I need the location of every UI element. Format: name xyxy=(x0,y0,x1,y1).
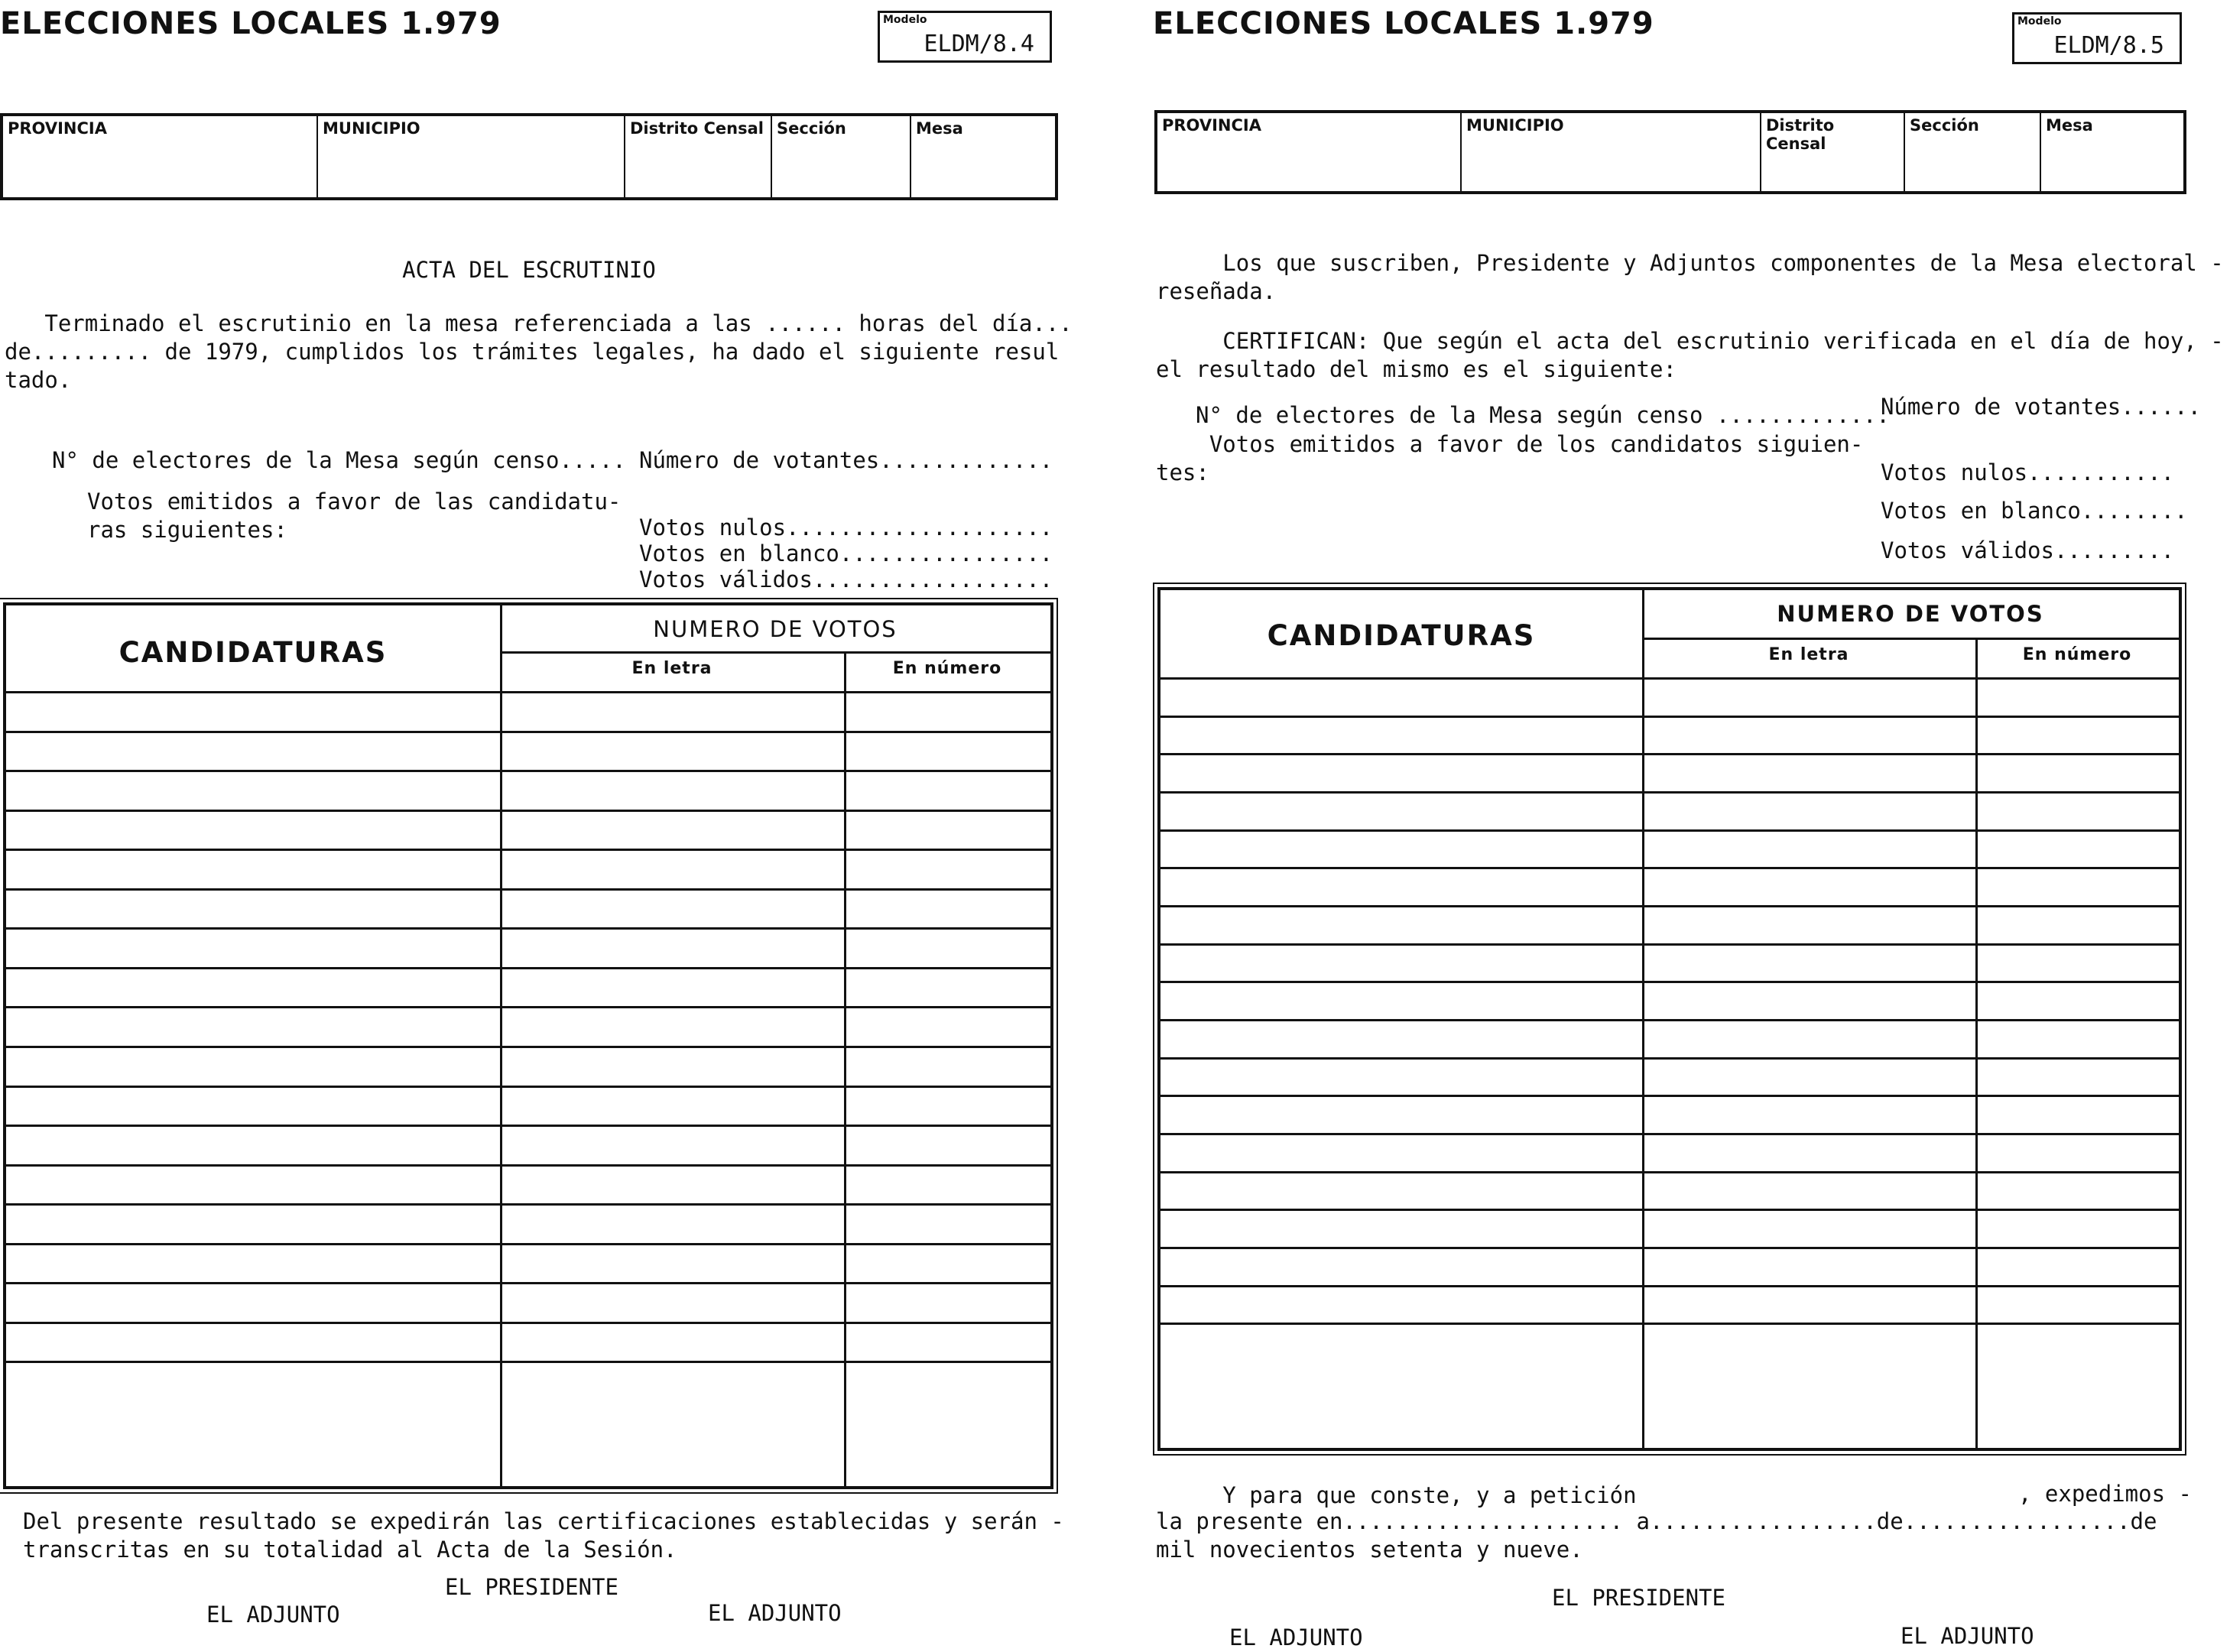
modelo-code: ELDM/8.5 xyxy=(2053,32,2164,59)
seccion-field[interactable] xyxy=(1905,113,2041,191)
modelo-box xyxy=(878,11,1052,63)
blanco-line: Votos en blanco................ xyxy=(639,540,1053,566)
mesa-label: Mesa xyxy=(916,119,963,138)
votantes-line: Número de votantes............. xyxy=(639,447,1053,473)
certifican-paragraph: CERTIFICAN: Que según el acta del escrutinio verificada en el día de hoy, - el resultado del mismo es el siguiente: xyxy=(1156,328,2224,382)
provincia-label: PROVINCIA xyxy=(1162,116,1261,135)
numero-votos-header: NUMERO DE VOTOS xyxy=(653,616,898,642)
blanco-line: Votos en blanco........ xyxy=(1881,498,2188,524)
presidente-signature: EL PRESIDENTE xyxy=(1552,1585,1725,1611)
intro-paragraph: Terminado el escrutinio en la mesa referenciada a las ...... horas del día... de......... de 1979, cumplidos los trámites legales, ha dado el siguiente resul tado. xyxy=(5,310,1073,393)
municipio-field[interactable] xyxy=(1462,113,1761,191)
validos-line: Votos válidos.................. xyxy=(639,566,1053,592)
table-row[interactable] xyxy=(1160,1285,2179,1326)
intro-paragraph: Los que suscriben, Presidente y Adjuntos componentes de la Mesa electoral - reseñada. xyxy=(1156,250,2224,304)
distrito-censal-field[interactable] xyxy=(1761,113,1905,191)
electores-line: N° de electores de la Mesa según censo..... xyxy=(52,447,626,473)
en-letra-header: En letra xyxy=(1768,645,1849,664)
table-row[interactable] xyxy=(6,1086,1050,1128)
form-title: ELECCIONES LOCALES 1.979 xyxy=(1153,6,1654,41)
table-row[interactable] xyxy=(6,1243,1050,1285)
table-row[interactable] xyxy=(1160,981,2179,1021)
mesa-field[interactable] xyxy=(2041,113,2183,191)
acta-title: ACTA DEL ESCRUTINIO xyxy=(402,257,656,283)
table-row[interactable] xyxy=(1160,1171,2179,1212)
table-row[interactable] xyxy=(6,1164,1050,1206)
modelo-label: Modelo xyxy=(883,14,927,26)
en-numero-header: En número xyxy=(2022,645,2132,664)
table-row[interactable] xyxy=(1160,1019,2179,1060)
municipio-label: MUNICIPIO xyxy=(323,119,420,138)
en-numero-header: En número xyxy=(892,659,1002,678)
seccion-label: Sección xyxy=(777,119,846,138)
table-row[interactable] xyxy=(1160,1095,2179,1135)
seccion-label: Sección xyxy=(1910,116,1979,135)
emitidos-line: Votos emitidos a favor de los candidatos siguien- tes: xyxy=(1156,431,1864,485)
vote-table xyxy=(3,602,1053,1489)
numero-votos-header: NUMERO DE VOTOS xyxy=(1777,601,2044,627)
adjunto-left-signature: EL ADJUNTO xyxy=(1229,1624,1363,1650)
form-title: ELECCIONES LOCALES 1.979 xyxy=(0,6,502,41)
candidaturas-header: CANDIDATURAS xyxy=(1267,619,1536,652)
footer-text: Del presente resultado se expedirán las certificaciones establecidas y serán - transcritas en su totalidad al Acta de la Sesión. xyxy=(23,1508,1064,1563)
table-row[interactable] xyxy=(6,691,1050,733)
table-row[interactable] xyxy=(6,967,1050,1009)
table-row[interactable] xyxy=(1160,1209,2179,1249)
adjunto-left-signature: EL ADJUNTO xyxy=(206,1602,340,1628)
table-row[interactable] xyxy=(1160,753,2179,794)
table-row[interactable] xyxy=(1160,905,2179,946)
table-row[interactable] xyxy=(6,927,1050,969)
table-row[interactable] xyxy=(1160,1133,2179,1173)
table-row[interactable] xyxy=(6,849,1050,891)
modelo-label: Modelo xyxy=(2017,15,2062,28)
footer-paragraph: la presente en..................... a.................de.................de mil novecientos setenta y nueve. xyxy=(1156,1508,2157,1563)
table-row[interactable] xyxy=(6,1282,1050,1324)
provincia-field[interactable] xyxy=(3,116,318,197)
table-row[interactable] xyxy=(6,1006,1050,1048)
form-eldm-8-5 xyxy=(1147,0,2224,1650)
table-body xyxy=(6,605,1050,1486)
vote-table xyxy=(1157,587,2182,1451)
table-row[interactable] xyxy=(1160,829,2179,870)
municipio-field[interactable] xyxy=(318,116,625,197)
table-row[interactable] xyxy=(6,1361,1050,1403)
provincia-field[interactable] xyxy=(1157,113,1462,191)
presidente-signature: EL PRESIDENTE xyxy=(445,1574,618,1600)
modelo-code: ELDM/8.4 xyxy=(923,31,1034,57)
table-row[interactable] xyxy=(6,731,1050,773)
table-row[interactable] xyxy=(6,770,1050,812)
table-row[interactable] xyxy=(1160,1247,2179,1287)
table-row[interactable] xyxy=(6,888,1050,930)
location-header-table xyxy=(1154,110,2186,194)
form-eldm-8-4 xyxy=(0,0,1073,1649)
table-row[interactable] xyxy=(6,1125,1050,1167)
footer-line-1-end: , expedimos - xyxy=(2018,1481,2192,1507)
table-row[interactable] xyxy=(1160,677,2179,718)
table-body xyxy=(1160,590,2179,1448)
table-row[interactable] xyxy=(1160,1323,2179,1363)
mesa-label: Mesa xyxy=(2046,116,2093,135)
electores-line: N° de electores de la Mesa según censo ............. xyxy=(1196,402,1890,428)
table-row[interactable] xyxy=(6,1203,1050,1245)
modelo-box xyxy=(2012,12,2182,64)
seccion-field[interactable] xyxy=(772,116,911,197)
adjunto-right-signature: EL ADJUNTO xyxy=(708,1600,842,1626)
table-row[interactable] xyxy=(1160,791,2179,832)
distrito-censal-field[interactable] xyxy=(625,116,772,197)
table-row[interactable] xyxy=(1160,1057,2179,1098)
table-row[interactable] xyxy=(1160,943,2179,984)
distrito-censal-label: Distrito Censal xyxy=(630,119,764,138)
municipio-label: MUNICIPIO xyxy=(1466,116,1564,135)
mesa-field[interactable] xyxy=(911,116,1055,197)
location-header-table xyxy=(0,113,1058,200)
nulos-line: Votos nulos.................... xyxy=(639,514,1053,540)
table-row[interactable] xyxy=(1160,716,2179,756)
table-row[interactable] xyxy=(1160,867,2179,907)
en-letra-header: En letra xyxy=(631,659,712,678)
candidaturas-header: CANDIDATURAS xyxy=(118,636,388,669)
adjunto-right-signature: EL ADJUNTO xyxy=(1901,1623,2034,1649)
validos-line: Votos válidos......... xyxy=(1881,537,2175,563)
provincia-label: PROVINCIA xyxy=(8,119,107,138)
footer-line-1: Y para que conste, y a petición xyxy=(1156,1482,1637,1508)
emitidos-line: Votos emitidos a favor de las candidatu- ras siguientes: xyxy=(87,488,622,543)
distrito-censal-label: Distrito Censal xyxy=(1766,116,1835,153)
table-row[interactable] xyxy=(6,1046,1050,1088)
table-row[interactable] xyxy=(6,1322,1050,1364)
nulos-line: Votos nulos........... xyxy=(1881,459,2175,485)
table-row[interactable] xyxy=(6,810,1050,852)
votantes-line: Número de votantes...... xyxy=(1881,394,2202,420)
